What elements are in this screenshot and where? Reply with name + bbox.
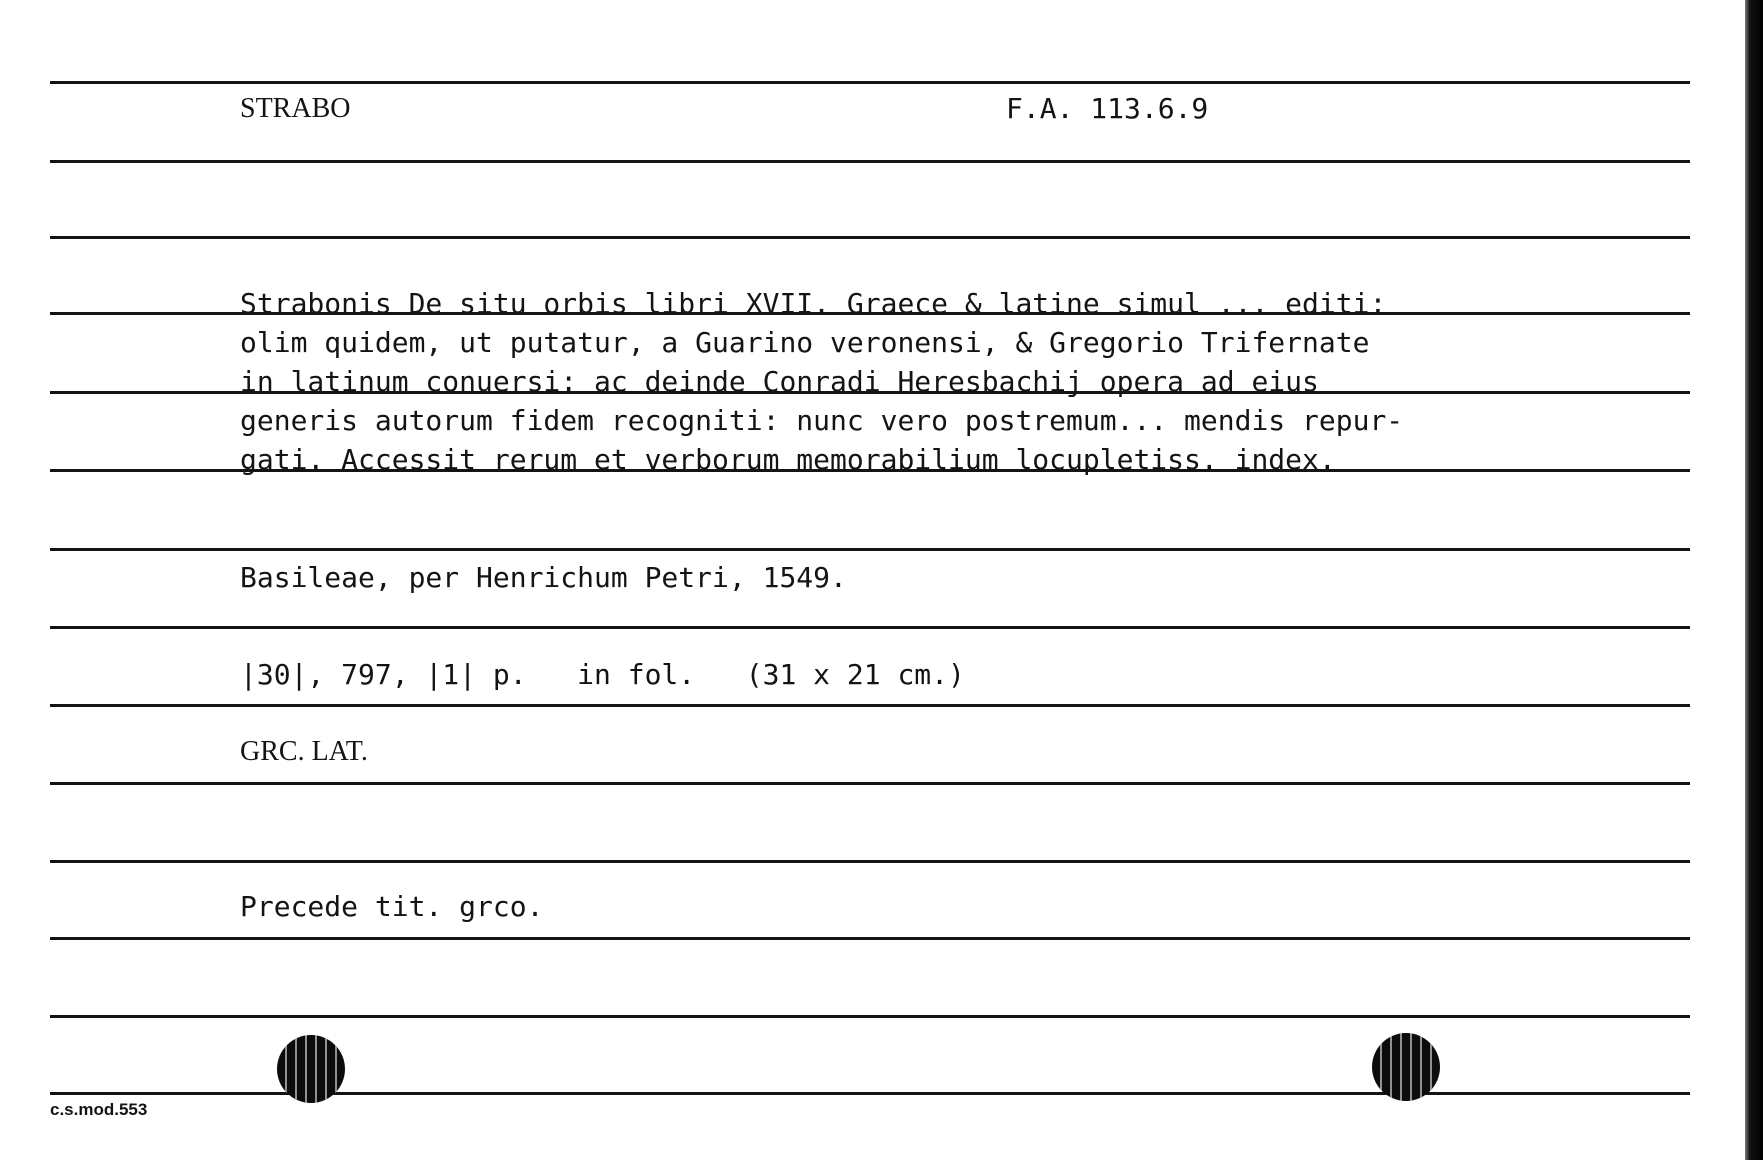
rule-line (50, 81, 1690, 84)
punch-hole-right (1372, 1033, 1440, 1101)
imprint: Basileae, per Henrichum Petri, 1549. (240, 561, 847, 594)
language-codes: GRC. LAT. (240, 736, 368, 767)
rule-line (50, 626, 1690, 629)
shelfmark: F.A. 113.6.9 (1006, 92, 1209, 125)
title-line-1: Strabonis De situ orbis libri XVII. Graece & latine simul ... editi: (240, 287, 1387, 320)
rule-line (50, 236, 1690, 239)
rule-line (50, 704, 1690, 707)
rule-line (50, 860, 1690, 863)
title-line-5: gati. Accessit rerum et verborum memorabilium locupletiss. index. (240, 443, 1336, 476)
rule-line (50, 160, 1690, 163)
title-line-3: in latinum conuersi: ac deinde Conradi Heresbachij opera ad eius (240, 365, 1319, 398)
rule-line (50, 782, 1690, 785)
author-heading: STRABO (240, 93, 351, 124)
title-line-4: generis autorum fidem recogniti: nunc vero postremum... mendis repur- (240, 404, 1404, 437)
collation: |30|, 797, |1| p. in fol. (31 x 21 cm.) (240, 658, 965, 691)
rule-line (50, 937, 1690, 940)
note: Precede tit. grco. (240, 890, 544, 923)
rule-line (50, 548, 1690, 551)
scan-edge (1745, 0, 1763, 1160)
title-line-2: olim quidem, ut putatur, a Guarino veronensi, & Gregorio Trifernate (240, 326, 1370, 359)
form-code: c.s.mod.553 (50, 1100, 148, 1119)
rule-line (50, 1015, 1690, 1018)
punch-hole-left (277, 1035, 345, 1103)
